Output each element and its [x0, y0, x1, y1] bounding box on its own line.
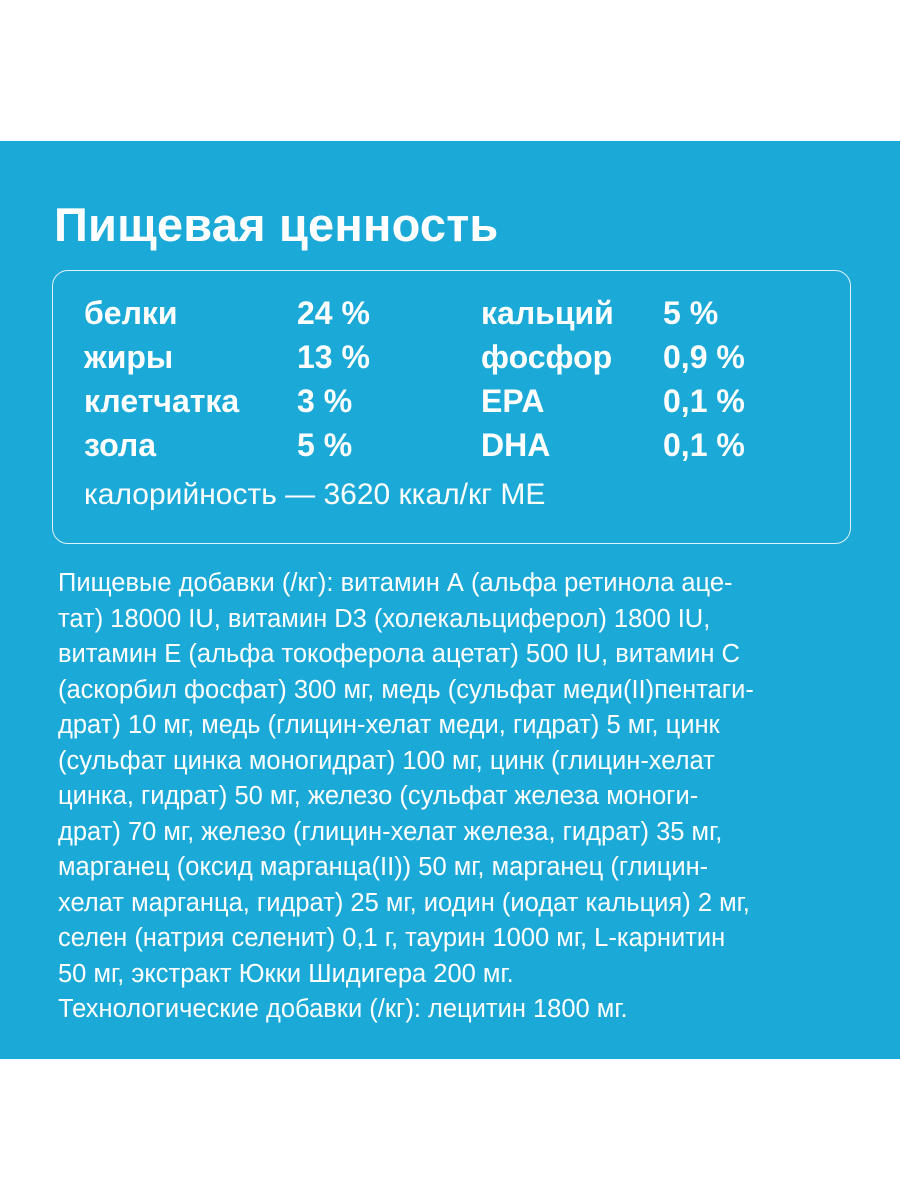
nutrient-row-fiber [84, 379, 414, 423]
nutrient-row-epa [481, 379, 811, 423]
nutrient-label: зола [84, 427, 156, 463]
nutrient-value: 0,1 % [663, 383, 745, 419]
additives-line: Пищевые добавки (/кг): витамин А (альфа ретинола аце- [58, 569, 733, 597]
nutrient-value: 5 % [663, 295, 719, 331]
nutrition-panel [0, 141, 900, 1059]
nutrient-label: жиры [84, 339, 174, 375]
nutrient-row-ash [84, 423, 414, 467]
nutrient-value: 0,1 % [663, 427, 745, 463]
nutrient-label: кальций [481, 295, 614, 331]
additives-text [58, 566, 848, 1028]
nutrient-row-protein [84, 291, 414, 335]
nutrient-label: DHA [481, 427, 551, 463]
page-title: Пищевая ценность [54, 198, 499, 251]
nutrient-row-phosphorus [481, 335, 811, 379]
additives-line: марганец (оксид марганца(II)) 50 мг, марганец (глицин- [58, 853, 709, 881]
additives-line: (аскорбил фосфат) 300 мг, медь (сульфат меди(II)пентаги- [58, 675, 754, 704]
nutrient-row-calcium [481, 291, 811, 335]
additives-line: 50 мг, экстракт Юкки Шидигера 200 мг. [58, 959, 514, 988]
nutrient-value: 5 % [297, 427, 353, 463]
additives-line: тат) 18000 IU, витамин D3 (холекальциферол) 1800 IU, [58, 604, 711, 633]
nutrient-value: 0,9 % [663, 339, 745, 375]
nutrient-value: 24 % [297, 295, 370, 331]
additives-line: (сульфат цинка моногидрат) 100 мг, цинк (глицин-хелат [58, 746, 715, 775]
additives-line: хелат марганца, гидрат) 25 мг, иодин (иодат кальция) 2 мг, [58, 888, 750, 917]
additives-line: драт) 10 мг, медь (глицин-хелат меди, гидрат) 5 мг, цинк [58, 711, 720, 739]
nutrition-values-box [52, 270, 851, 544]
additives-line: селен (натрия селенит) 0,1 г, таурин 1000 мг, L-карнитин [58, 924, 726, 952]
nutrient-label: фосфор [481, 339, 613, 375]
nutrient-label: EPA [481, 383, 545, 419]
additives-line: цинка, гидрат) 50 мг, железо (сульфат железа моноги- [58, 782, 699, 810]
nutrient-row-dha [481, 423, 811, 467]
additives-line: Технологические добавки (/кг): лецитин 1800 мг. [58, 995, 628, 1023]
additives-line: витамин Е (альфа токоферола ацетат) 500 IU, витамин С [58, 640, 740, 668]
nutrient-label: клетчатка [84, 383, 240, 419]
nutrient-row-fat [84, 335, 414, 379]
nutrient-value: 3 % [297, 383, 353, 419]
nutrient-value: 13 % [297, 339, 370, 375]
nutrient-label: белки [84, 295, 178, 331]
calorie-line: калорийность — 3620 ккал/кг ME [84, 478, 546, 511]
additives-line: драт) 70 мг, железо (глицин-хелат железа, гидрат) 35 мг, [58, 817, 723, 846]
